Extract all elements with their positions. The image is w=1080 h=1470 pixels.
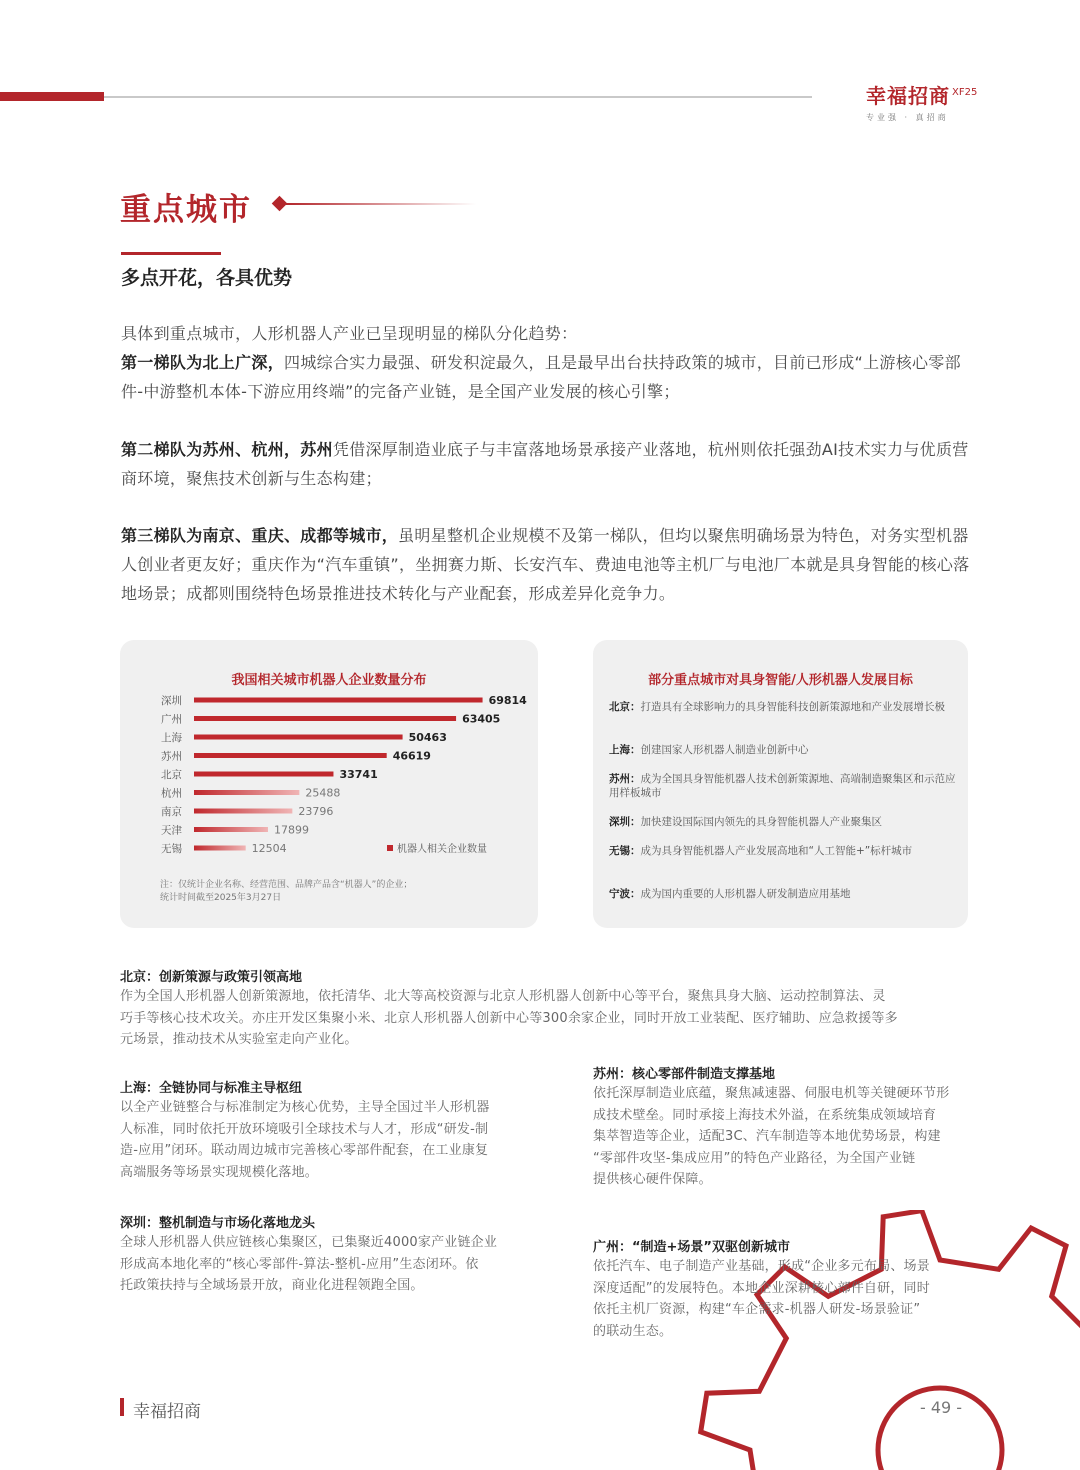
bar [194,698,483,703]
text-line: 依托主机厂资源，构建“车企需求-机器人研发-场景验证” [593,1302,921,1317]
text-line: 形成高本地化率的“核心零部件-算法-整机-应用”生态闭环。依 [120,1256,479,1272]
bar-category-label: 无锡 [161,843,182,855]
shenzhen-heading: 深圳：整机制造与市场化落地龙头 [120,1216,316,1231]
guangzhou-heading: 广州：“制造+场景”双驱创新城市 [593,1240,790,1255]
bar-category-label: 深圳 [161,695,182,707]
chart-title: 我国相关城市机器人企业数量分布 [231,673,427,688]
tier1-text: 第一梯队为北上广深，四城综合实力最强、研发积淀最久，且是最早出台扶持政策的城市，目前已形成“上游核心零部件-中游整机本体-下游应用终端”的完备产业链，是全国产业发展的核心引擎； [121,353,961,401]
goal-text: 加快建设国际国内领先的具身智能机器人产业聚集区 [640,816,882,828]
text-line: 全球人形机器人供应链核心集聚区，已集聚近4000家产业链企业 [120,1235,498,1250]
goal-item [609,772,959,800]
goal-item [609,815,959,829]
goal-city: 无锡： [609,845,641,857]
header-divider [104,96,812,98]
tier3-bold: 第三梯队为南京、重庆、成都等城市， [121,526,399,545]
bar-category-label: 北京 [161,769,182,781]
bar-value-label: 69814 [488,694,527,707]
tier1-bold: 第一梯队为北上广深， [121,353,285,372]
legend-swatch [387,845,393,851]
bar-category-label: 苏州 [161,750,182,763]
intro-lead: 具体到重点城市，人形机器人产业已呈现明显的梯队分化趋势： [121,324,578,343]
goal-city: 苏州： [609,773,641,785]
bar-value-label: 25488 [305,786,341,800]
brand-logo [866,80,977,109]
bar-value-label: 46619 [392,749,431,763]
text-line: 巧手等核心技术攻关。亦庄开发区集聚小米、北京人形机器人创新中心等300余家企业，同时开放工业装配、医疗辅助、应急救援等多 [120,1010,898,1026]
bar-category-label: 南京 [161,806,182,818]
chart-note [160,879,412,905]
text-line: 成技术壁垒。同时承接上海技术外溢，在系统集成领域培育 [593,1107,937,1123]
intro-paragraph-1 [121,319,971,406]
goal-city: 深圳： [609,816,641,828]
section-subtitle: 多点开花，各具优势 [121,267,293,289]
bar [194,827,268,832]
footer-brand: 幸福招商 [133,1402,201,1422]
bar [194,790,299,795]
text-line: 造-应用”闭环。联动周边城市完善核心零部件配套，在工业康复 [120,1143,489,1158]
bar-value-label: 50463 [408,731,447,744]
footer-accent-bar [120,1398,124,1416]
subtitle-bar [121,252,221,255]
bar-value-label: 23796 [298,805,334,818]
bar [194,846,246,851]
header-accent-bar [0,92,104,101]
chart-note-line2: 统计时间截至2025年3月27日 [160,893,282,903]
tier2-bold: 第二梯队为苏州、杭州，苏州 [121,440,333,459]
goal-text: 成为具身智能机器人产业发展高地和“人工智能+”标杆城市 [640,845,913,857]
text-line: 人标准，同时依托开放环境吸引全球技术与人才，形成“研发-制 [120,1121,489,1137]
text-line: 深度适配”的发展特色。本地企业深耕核心部件自研，同时 [593,1280,930,1296]
beijing-paragraph [120,986,980,1051]
suzhou-heading: 苏州：核心零部件制造支撑基地 [593,1067,776,1082]
text-line: 依托深厚制造业底蕴，聚焦减速器、伺服电机等关键硬环节形 [593,1086,950,1101]
legend-label: 机器人相关企业数量 [397,844,487,855]
goal-city: 上海： [609,744,641,756]
goal-text: 成为国内重要的人形机器人研发制造应用基地 [640,888,851,900]
text-line: 提供核心硬件保障。 [593,1172,712,1187]
bar [194,735,403,740]
page-number: - 49 - [920,1398,963,1417]
bar [194,716,456,721]
goals-title: 部分重点城市对具身智能/人形机器人发展目标 [648,673,913,688]
bar-value-label: 63405 [462,712,501,726]
text-line: 依托汽车、电子制造产业基础，形成“企业多元布局、场景 [593,1259,930,1274]
shanghai-heading: 上海：全链协同与标准主导枢纽 [120,1081,303,1096]
tier3-text: 第三梯队为南京、重庆、成都等城市，虽明星整机企业规模不及第一梯队，但均以聚焦明确场景为特色，对务实型机器人创业者更友好；重庆作为“汽车重镇”，坐拥赛力斯、长安汽车、费迪电池等主机厂与电池厂本就是具身智能的核心落地场景；成都则围绕特色场景推进技术转化与产业配套，形成差异化竞争力。 [121,526,970,603]
goal-item [609,844,959,858]
goal-item [609,743,959,757]
bar-category-label: 天津 [161,824,182,837]
bar-value-label: 33741 [339,768,378,781]
goal-text: 成为全国具身智能机器人技术创新策源地、高端制造聚集区和示范应用样板城市 [609,773,956,799]
text-line: 作为全国人形机器人创新策源地，依托清华、北大等高校资源与北京人形机器人创新中心等平台，聚焦具身大脑、运动控制算法、灵 [120,989,886,1004]
bar-value-label: 17899 [273,823,309,837]
bar-category-label: 上海 [161,732,182,744]
goal-text: 创建国家人形机器人制造业创新中心 [640,744,809,756]
bar [194,753,387,758]
shenzhen-paragraph [120,1232,560,1297]
bar-value-label: 12504 [251,842,287,855]
text-line: 元场景，推动技术从实验室走向产业化。 [120,1032,358,1047]
text-line: 以全产业链整合与标准制定为核心优势，主导全国过半人形机器 [120,1100,490,1115]
goal-item [609,887,959,901]
suzhou-paragraph [593,1083,983,1191]
brand-slogan: 专业强 · 真招商 [866,113,949,122]
goal-text: 打造具有全球影响力的具身智能科技创新策源地和产业发展增长极 [640,701,945,713]
brand-name: 幸福招商 [866,84,950,108]
text-line: 的联动生态。 [593,1323,673,1339]
bar-category-label: 杭州 [161,787,182,800]
chart-note-line1: 注：仅统计企业名称、经营范围、品牌产品含“机器人”的企业； [160,880,413,890]
guangzhou-paragraph [593,1256,983,1342]
text-line: 托政策扶持与全域场景开放，商业化进程领跑全国。 [120,1278,424,1293]
goal-item [609,700,959,714]
text-line: “零部件攻坚-集成应用”的特色产业路径，为全国产业链 [593,1150,916,1166]
shanghai-paragraph [120,1097,560,1183]
goal-city: 宁波： [609,888,641,900]
title-decor-line [286,203,476,205]
diamond-icon [272,196,288,212]
text-line: 高端服务等场景实现规模化落地。 [120,1164,319,1180]
goal-city: 北京： [609,701,641,713]
text-line: 集萃智造等企业，适配3C、汽车制造等本地优势场景，构建 [593,1129,941,1144]
bar [194,772,333,777]
bar-category-label: 广州 [161,713,182,726]
brand-suffix: XF25 [952,87,978,99]
section-title: 重点城市 [120,192,252,228]
tier2-text: 第二梯队为苏州、杭州，苏州凭借深厚制造业底子与丰富落地场景承接产业落地，杭州则依托强劲AI技术实力与优质营商环境，聚焦技术创新与生态构建； [121,440,969,488]
bar [194,809,292,814]
beijing-heading: 北京：创新策源与政策引领高地 [120,970,303,985]
